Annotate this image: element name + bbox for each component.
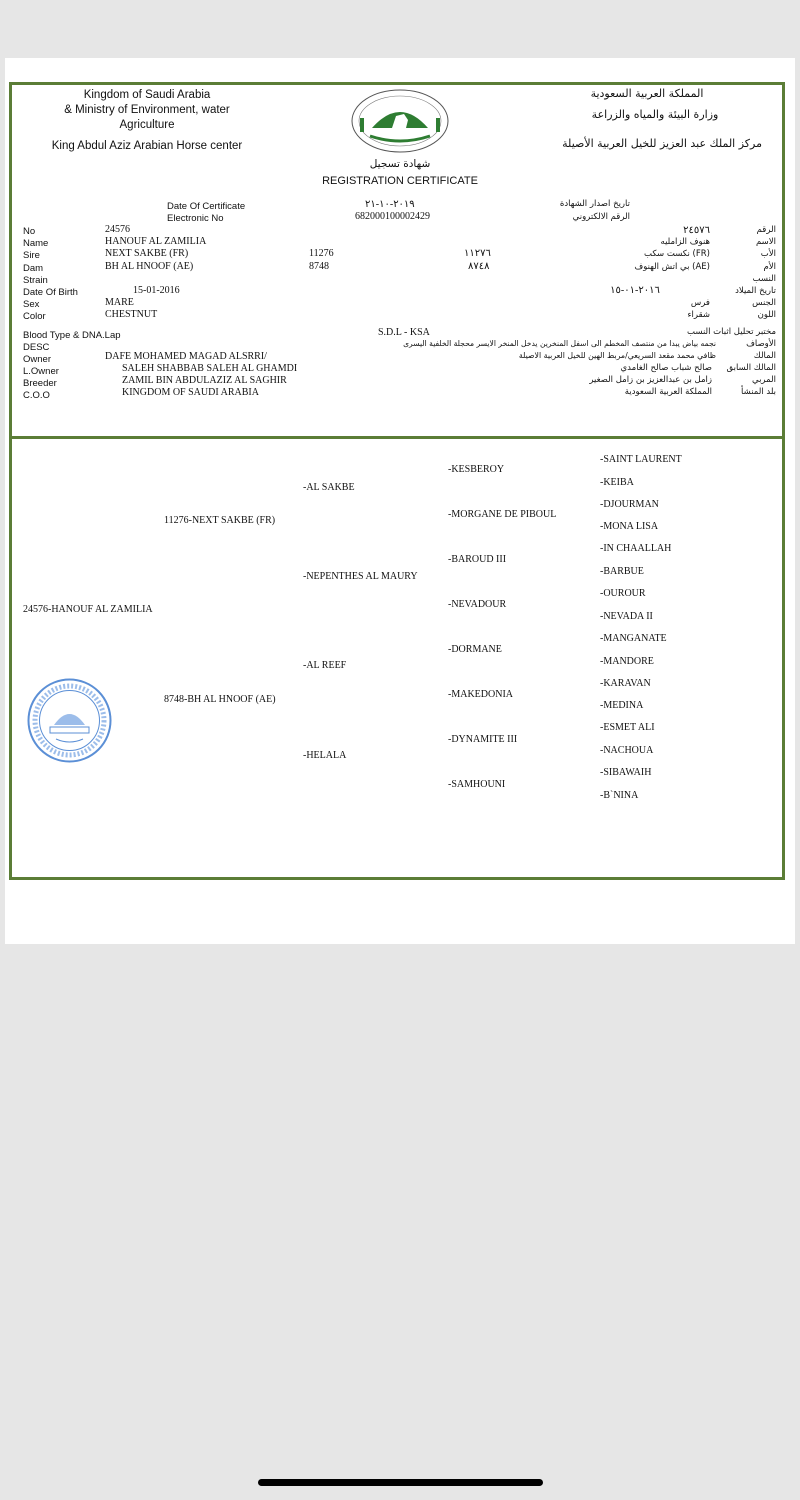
cert-title-ar: شهادة تسجيل bbox=[369, 158, 431, 170]
dob-value: 15-01-2016 bbox=[133, 285, 180, 296]
header-en-line1: Kingdom of Saudi Arabia bbox=[83, 89, 211, 101]
pedigree-gen3: -NEVADOUR bbox=[448, 599, 507, 610]
dob-ar-value: ٢٠١٦-٠١-١٥ bbox=[610, 285, 660, 296]
header-en-line2: & Ministry of Environment, water bbox=[64, 104, 230, 116]
desc-ar-value: نجمه بياض يبدا من منتصف المخطم الى اسفل المنخرين يدخل المنخر الايسر محجلة الخلفية اليسرى bbox=[403, 339, 716, 348]
breeder-ar-value: زامل بن عبدالعزيز بن زامل الصغير bbox=[589, 375, 712, 385]
pedigree-gen4: -MEDINA bbox=[600, 700, 644, 711]
owner-ar-label: المالك bbox=[753, 351, 776, 361]
pedigree-gen4: -MONA LISA bbox=[600, 521, 659, 532]
pedigree-gen3: -BAROUD III bbox=[448, 554, 507, 565]
color-ar-value: شقراء bbox=[687, 310, 710, 320]
breeder-value: ZAMIL BIN ABDULAZIZ AL SAGHIR bbox=[122, 375, 287, 386]
sex-ar-value: فرس bbox=[690, 298, 710, 308]
pedigree-gen3: -KESBEROY bbox=[448, 464, 505, 475]
pedigree-gen3: -DYNAMITE III bbox=[448, 734, 518, 745]
lowner-ar-value: صالح شباب صالح الغامدي bbox=[620, 363, 712, 373]
section-divider bbox=[9, 436, 785, 439]
pedigree-dam: 8748-BH AL HNOOF (AE) bbox=[164, 694, 276, 705]
pedigree-sire: 11276-NEXT SAKBE (FR) bbox=[164, 515, 276, 526]
header-ar-line1: المملكة العربية السعودية bbox=[590, 87, 704, 100]
pedigree-gen2: -AL REEF bbox=[303, 660, 347, 671]
owner-ar-value: ظافي محمد مقعد السريعي/مربط الهين للخيل العربية الاصيلة bbox=[518, 351, 716, 360]
sire-number: 11276 bbox=[309, 248, 334, 259]
pedigree-gen3: -MORGANE DE PIBOUL bbox=[448, 509, 557, 520]
lowner-value: SALEH SHABBAB SALEH AL GHAMDI bbox=[122, 363, 298, 374]
lowner-ar-label: المالك السابق bbox=[726, 363, 776, 373]
dam-number: 8748 bbox=[309, 261, 329, 272]
blood-ar-label: مختبر تحليل اثبات النسب bbox=[687, 327, 776, 337]
sire-ar-value: (FR) نكست سكب bbox=[644, 249, 710, 259]
pedigree-gen3: -MAKEDONIA bbox=[448, 689, 513, 700]
coo-ar-label: بلد المنشأ bbox=[741, 387, 776, 397]
name-ar-label: الاسم bbox=[756, 237, 776, 247]
color-ar-label: اللون bbox=[757, 310, 776, 320]
coo-ar-value: المملكة العربية السعودية bbox=[624, 387, 712, 397]
coo-value: KINGDOM OF SAUDI ARABIA bbox=[122, 387, 259, 398]
strain-label: Strain bbox=[23, 275, 48, 286]
breeder-ar-label: المربي bbox=[751, 375, 776, 385]
blood-label: Blood Type & DNA.Lap bbox=[23, 330, 121, 341]
date-value: ٢٠١٩-١٠-٢١ bbox=[365, 199, 415, 210]
breeder-label: Breeder bbox=[23, 378, 57, 389]
pedigree-gen4: -ESMET ALI bbox=[600, 722, 655, 733]
electronic-label-ar: الرقم الالكتروني bbox=[572, 212, 630, 222]
registration-stamp bbox=[26, 677, 113, 764]
no-value: 24576 bbox=[105, 224, 130, 235]
coo-label: C.O.O bbox=[23, 390, 50, 401]
header-center-name: King Abdul Aziz Arabian Horse center bbox=[51, 140, 243, 152]
pedigree-gen4: -KARAVAN bbox=[600, 678, 651, 689]
owner-label: Owner bbox=[23, 354, 51, 365]
header-ar-center: مركز الملك عبد العزيز للخيل العربية الأصيلة bbox=[562, 137, 762, 150]
date-label-ar: تاريخ اصدار الشهادة bbox=[559, 199, 630, 209]
dam-label: Dam bbox=[23, 263, 44, 274]
pedigree-gen3: -SAMHOUNI bbox=[448, 779, 506, 790]
dob-label: Date Of Birth bbox=[23, 287, 78, 298]
pedigree-gen4: -MANGANATE bbox=[600, 633, 667, 644]
dam-ar-label: الأم bbox=[763, 262, 776, 272]
desc-label: DESC bbox=[23, 342, 50, 353]
dam-ar-value: (AE) بي اتش الهنوف bbox=[634, 262, 710, 272]
name-ar-value: هنوف الزامليه bbox=[660, 237, 710, 247]
desc-ar-label: الأوصاف bbox=[746, 339, 776, 349]
pedigree-gen4: -BARBUE bbox=[600, 566, 644, 577]
header-en-line3: Agriculture bbox=[119, 119, 175, 131]
pedigree-gen4: -KEIBA bbox=[600, 477, 634, 488]
pedigree-gen4: -SIBAWAIH bbox=[600, 767, 652, 778]
lowner-label: L.Owner bbox=[23, 366, 59, 377]
sire-ar-label: الأب bbox=[760, 249, 776, 259]
pedigree-gen4: -NEVADA II bbox=[600, 611, 653, 622]
no-ar-value: ٢٤٥٧٦ bbox=[683, 225, 710, 236]
pedigree-gen2: -NEPENTHES AL MAURY bbox=[303, 571, 418, 582]
pedigree-gen4: -NACHOUA bbox=[600, 745, 654, 756]
pedigree-gen4: -SAINT LAURENT bbox=[600, 454, 682, 465]
strain-ar-label: النسب bbox=[752, 274, 776, 284]
color-label: Color bbox=[23, 311, 46, 322]
sire-number-ar: ١١٢٧٦ bbox=[464, 248, 491, 259]
header-ar-line2: وزارة البيئة والمياه والزراعة bbox=[591, 108, 719, 121]
sex-label: Sex bbox=[23, 299, 40, 310]
dam-number-ar: ٨٧٤٨ bbox=[468, 261, 490, 272]
pedigree-gen4: -DJOURMAN bbox=[600, 499, 659, 510]
pedigree-gen4: -IN CHAALLAH bbox=[600, 543, 672, 554]
pedigree-gen2: -HELALA bbox=[303, 750, 347, 761]
sex-ar-label: الجنس bbox=[752, 298, 776, 308]
home-indicator[interactable] bbox=[258, 1479, 543, 1486]
cert-title-en: REGISTRATION CERTIFICATE bbox=[322, 175, 478, 187]
sex-value: MARE bbox=[105, 297, 134, 308]
owner-value: DAFE MOHAMED MAGAD ALSRRI/ bbox=[105, 351, 267, 362]
pedigree-gen4: -MANDORE bbox=[600, 656, 654, 667]
no-label: No bbox=[23, 226, 36, 237]
name-label: Name bbox=[23, 238, 49, 249]
dob-ar-label: تاريخ الميلاد bbox=[735, 286, 776, 296]
pedigree-gen4: -B`NINA bbox=[600, 790, 639, 801]
color-value: CHESTNUT bbox=[105, 309, 158, 320]
electronic-value: 682000100002429 bbox=[355, 211, 430, 222]
pedigree-gen3: -DORMANE bbox=[448, 644, 502, 655]
blood-value: S.D.L - KSA bbox=[378, 327, 430, 338]
sire-value: NEXT SAKBE (FR) bbox=[105, 248, 189, 259]
pedigree-gen2: -AL SAKBE bbox=[303, 482, 355, 493]
pedigree-gen4: -OUROUR bbox=[600, 588, 646, 599]
pedigree-horse: 24576-HANOUF AL ZAMILIA bbox=[23, 604, 153, 615]
ministry-logo bbox=[350, 88, 450, 154]
sire-label: Sire bbox=[23, 250, 40, 261]
dam-value: BH AL HNOOF (AE) bbox=[105, 261, 194, 272]
date-label-en: Date Of Certificate bbox=[167, 201, 246, 212]
electronic-label-en: Electronic No bbox=[167, 213, 224, 224]
no-ar-label: الرقم bbox=[756, 225, 776, 235]
name-value: HANOUF AL ZAMILIA bbox=[105, 236, 207, 247]
